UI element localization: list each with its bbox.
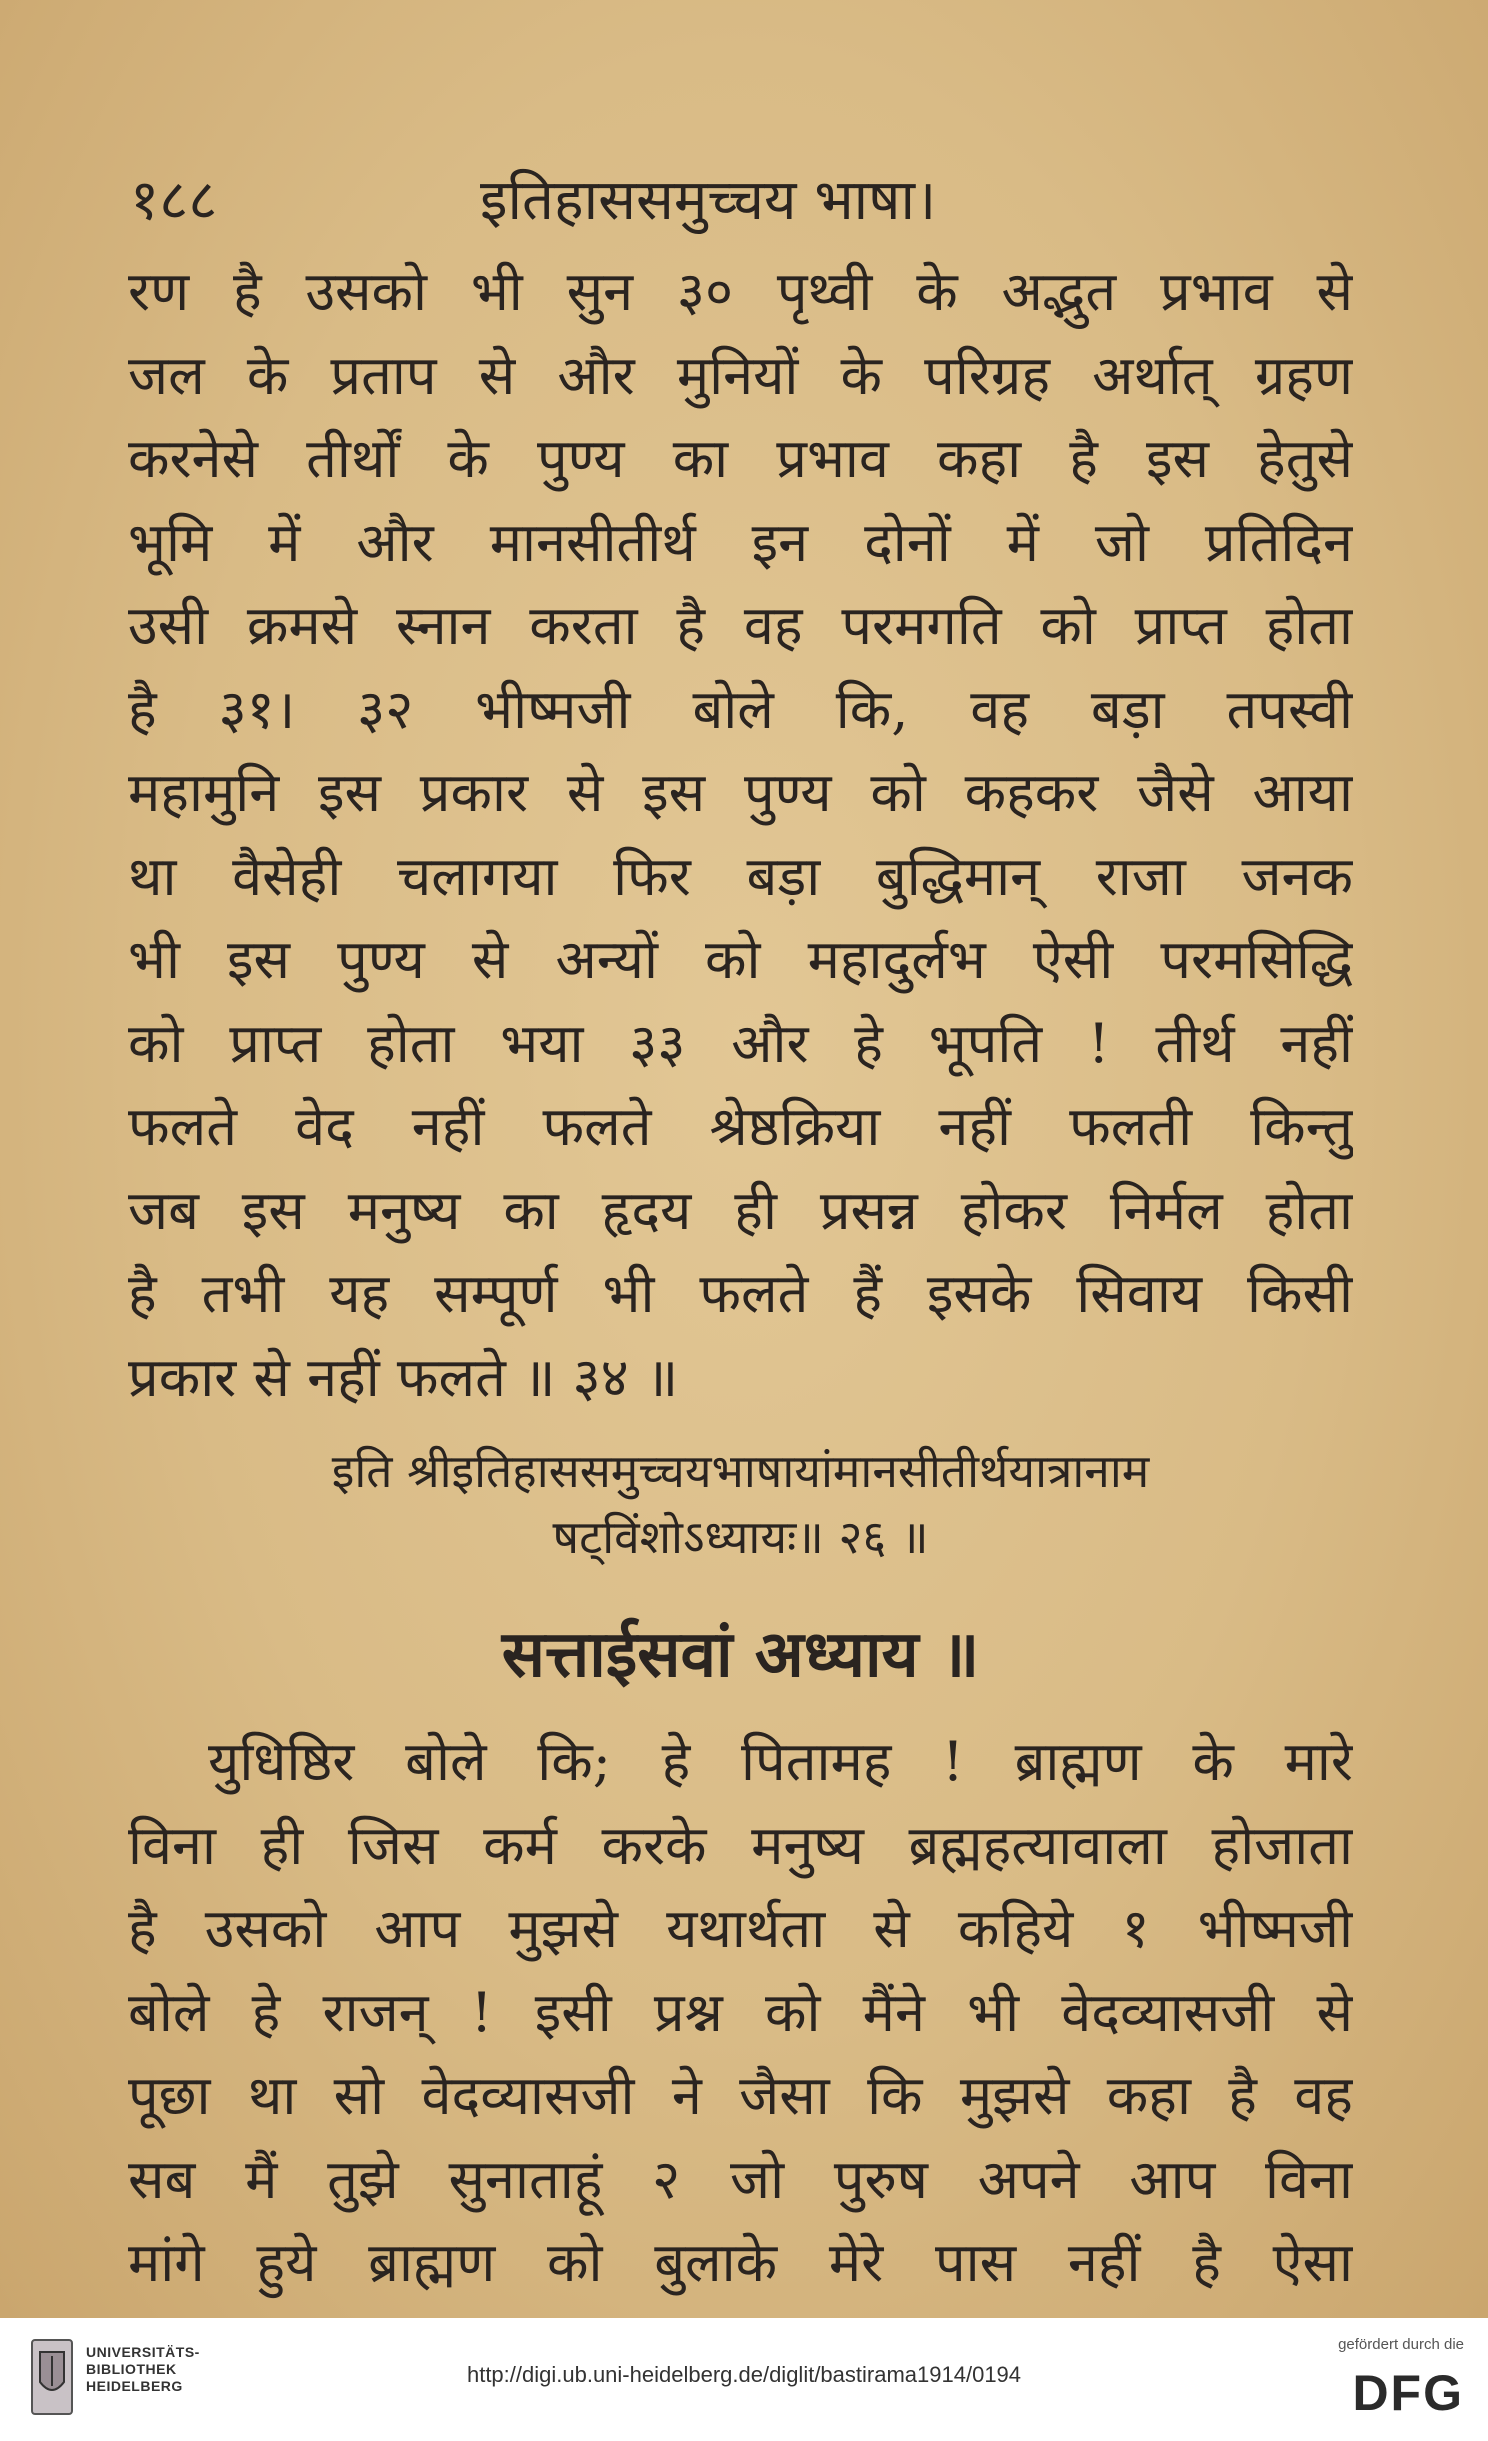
paragraph-2 (128, 1720, 1353, 2305)
running-title: इतिहाससमुच्चय भाषा। (480, 168, 937, 233)
text-line: करनेसे तीर्थों के पुण्य का प्रभाव कहा है इस हेतुसे (128, 427, 1353, 490)
text-line: रण है उसको भी सुन ३० पृथ्वी के अद्भुत प्रभाव से (128, 260, 1353, 323)
colophon-line-2: षट्विंशोऽध्यायः॥ २६ ॥ (552, 1510, 929, 1564)
chapter-heading: सत्ताईसवां अध्याय ॥ (501, 1617, 980, 1692)
text-line: है उसको आप मुझसे यथार्थता से कहिये १ भीष्मजी (128, 1897, 1353, 1960)
page-header (130, 160, 1350, 250)
text-line: बोले हे राजन् ! इसी प्रश्न को मैंने भी वेदव्यासजी से (128, 1980, 1353, 2044)
text-line: सब मैं तुझे सुनाताहूं २ जो पुरुष अपने आप विना (128, 2147, 1353, 2211)
text-line: भूमि में और मानसीतीर्थ इन दोनों में जो प्रतिदिन (128, 510, 1353, 574)
digitization-footer (0, 2318, 1488, 2441)
text-line: है ३१। ३२ भीष्मजी बोले कि, वह बड़ा तपस्वी (128, 677, 1353, 741)
funder-caption: gefördert durch die (1338, 2336, 1464, 2353)
text-line: मांगे हुये ब्राह्मण को बुलाके मेरे पास नहीं है ऐसा (128, 2231, 1353, 2294)
page-number: १८८ (130, 168, 218, 233)
chapter-colophon (128, 1438, 1353, 1570)
dfg-logo: DFG (1352, 2365, 1464, 2421)
text-line: प्रकार से नहीं फलते ॥ ३४ ॥ (128, 1345, 679, 1409)
text-line: जब इस मनुष्य का हृदय ही प्रसन्न होकर निर्मल होता (128, 1178, 1353, 1242)
text-line: जल के प्रताप से और मुनियों के परिग्रह अर्थात् ग्रहण (128, 343, 1353, 407)
institution-line: HEIDELBERG (86, 2378, 183, 2394)
colophon-line-1: इति श्रीइतिहाससमुच्चयभाषायांमानसीतीर्थयात्रानाम (331, 1444, 1150, 1498)
paragraph-1 (128, 250, 1353, 1419)
text-line: को प्राप्त होता भया ३३ और हे भूपति ! तीर्थ नहीं (128, 1011, 1353, 1075)
text-line: उसी क्रमसे स्नान करता है वह परमगति को प्राप्त होता (128, 594, 1353, 657)
text-line: फलते वेद नहीं फलते श्रेष्ठक्रिया नहीं फलती किन्तु (128, 1095, 1353, 1158)
text-line: भी इस पुण्य से अन्यों को महादुर्लभ ऐसी परमसिद्धि (128, 928, 1353, 991)
text-line: विना ही जिस कर्म करके मनुष्य ब्रह्महत्यावाला होजाता (128, 1813, 1353, 1877)
text-line: था वैसेही चलागया फिर बड़ा बुद्धिमान् राजा जनक (128, 844, 1353, 908)
text-line: पूछा था सो वेदव्यासजी ने जैसा कि मुझसे कहा है वह (128, 2064, 1353, 2127)
institution-line: UNIVERSITÄTS- (86, 2344, 200, 2360)
text-line: है तभी यह सम्पूर्ण भी फलते हैं इसके सिवाय किसी (128, 1262, 1353, 1325)
text-line: महामुनि इस प्रकार से इस पुण्य को कहकर जैसे आया (128, 761, 1353, 824)
institution-line: BIBLIOTHEK (86, 2361, 177, 2377)
source-url[interactable]: http://digi.ub.uni-heidelberg.de/diglit/bastirama1914/0194 (466, 2362, 1022, 2387)
text-line: युधिष्ठिर बोले कि; हे पितामह ! ब्राह्मण के मारे (208, 1730, 1353, 1793)
